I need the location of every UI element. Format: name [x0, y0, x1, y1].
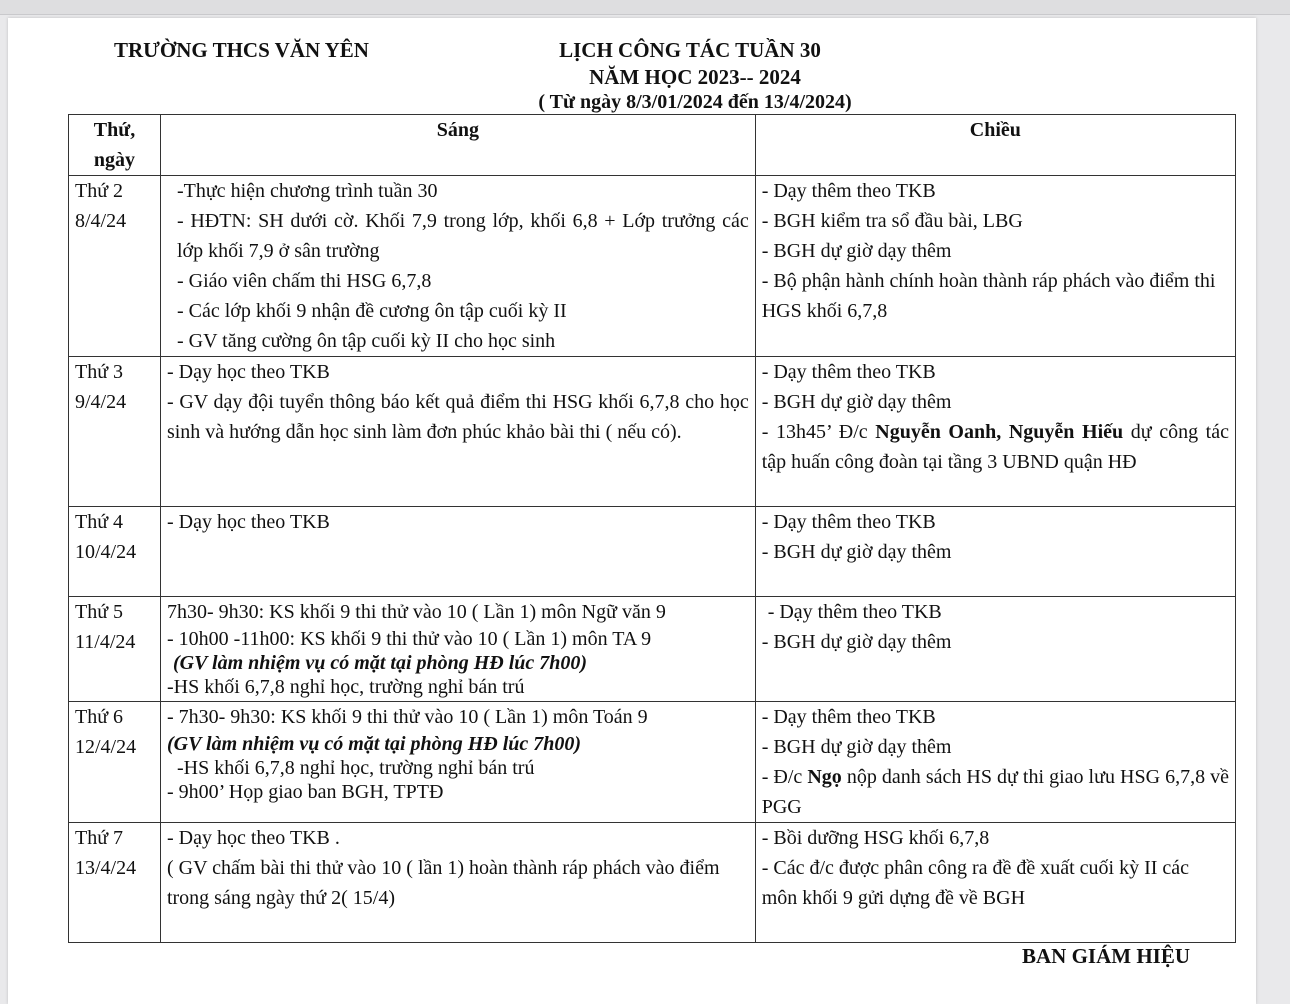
- morning-item: - Dạy học theo TKB: [166, 511, 330, 533]
- afternoon-item-rest: dự công tác tập huấn công đoàn tại tầng 3 UBND quận HĐ: [761, 421, 1229, 473]
- afternoon-item: - BGH dự giờ dạy thêm: [761, 631, 952, 653]
- afternoon-item: - Dạy thêm theo TKB: [761, 511, 936, 533]
- header-day-line1: Thứ,: [93, 119, 136, 141]
- day-name: Thứ 6: [75, 706, 124, 728]
- afternoon-cell: [755, 823, 1235, 943]
- morning-cell: [160, 357, 755, 507]
- signature-label: BAN GIÁM HIỆU: [1022, 944, 1191, 968]
- afternoon-item: - Dạy thêm theo TKB: [761, 361, 936, 383]
- afternoon-cell: [755, 357, 1235, 507]
- header-afternoon: Chiều: [755, 115, 1235, 176]
- afternoon-item: - Bồi dưỡng HSG khối 6,7,8: [761, 827, 990, 849]
- morning-item: -HS khối 6,7,8 nghỉ học, trường nghỉ bán trú: [166, 676, 525, 698]
- day-date: 12/4/24: [75, 736, 137, 758]
- table-row: [69, 597, 1236, 702]
- day-name: Thứ 2: [75, 180, 124, 202]
- school-year: NĂM HỌC 2023-- 2024: [589, 65, 801, 89]
- morning-item: 7h30- 9h30: KS khối 9 thi thử vào 10 ( Lần 1) môn Ngữ văn 9: [166, 601, 666, 623]
- morning-item: - Các lớp khối 9 nhận đề cương ôn tập cuối kỳ II: [176, 300, 567, 322]
- header-day-line2: ngày: [93, 149, 136, 171]
- morning-item: - GV tăng cường ôn tập cuối kỳ II cho học sinh: [176, 330, 556, 352]
- afternoon-item: - BGH kiểm tra sổ đầu bài, LBG: [761, 210, 1023, 232]
- day-date: 9/4/24: [75, 391, 127, 413]
- viewer-top-bar: [0, 0, 1290, 15]
- morning-item: - 7h30- 9h30: KS khối 9 thi thử vào 10 ( Lần 1) môn Toán 9: [166, 706, 648, 728]
- morning-cell: [160, 176, 755, 357]
- morning-item: - GV dạy đội tuyển thông báo kết quả điểm thi HSG khối 6,7,8 cho học sinh và hướng dẫn học sinh làm đơn phúc khảo bài thi ( nếu có).: [166, 391, 749, 443]
- day-date: 11/4/24: [75, 631, 136, 653]
- morning-cell: [160, 702, 755, 823]
- afternoon-item-prefix: - 13h45’ Đ/c: [761, 421, 876, 443]
- morning-item: - HĐTN: SH dưới cờ. Khối 7,9 trong lớp, khối 6,8 + Lớp trưởng các lớp khối 7,9 ở sân trường: [176, 210, 749, 262]
- afternoon-item: - BGH dự giờ dạy thêm: [761, 240, 952, 262]
- day-cell: [69, 176, 161, 357]
- day-date: 13/4/24: [75, 857, 137, 879]
- afternoon-item: - Dạy thêm theo TKB: [767, 601, 942, 623]
- table-row: [69, 176, 1236, 357]
- morning-cell: [160, 597, 755, 702]
- afternoon-item-rest: nộp danh sách HS dự thi giao lưu HSG 6,7,8 về PGG: [761, 766, 1229, 818]
- afternoon-item-prefix: - Đ/c: [761, 766, 808, 788]
- staff-name: Ngọ: [807, 766, 842, 788]
- afternoon-cell: [755, 702, 1235, 823]
- afternoon-cell: [755, 176, 1235, 357]
- table-row: [69, 823, 1236, 943]
- weekly-schedule-table: [68, 114, 1236, 943]
- afternoon-item: - Các đ/c được phân công ra đề đề xuất cuối kỳ II các môn khối 9 gửi dựng đề về BGH: [761, 857, 1190, 909]
- date-range: ( Từ ngày 8/3/01/2024 đến 13/4/2024): [538, 91, 852, 113]
- day-name: Thứ 3: [75, 361, 124, 383]
- header-morning: Sáng: [160, 115, 755, 176]
- afternoon-item: [762, 417, 1229, 477]
- day-name: Thứ 7: [75, 827, 124, 849]
- morning-item: ( GV chấm bài thi thử vào 10 ( lần 1) hoàn thành ráp phách vào điểm trong sáng ngày thứ 2( 15/4): [166, 857, 720, 909]
- afternoon-item: - BGH dự giờ dạy thêm: [761, 391, 952, 413]
- morning-note: (GV làm nhiệm vụ có mặt tại phòng HĐ lúc 7h00): [166, 733, 582, 755]
- morning-cell: [160, 507, 755, 597]
- day-cell: [69, 702, 161, 823]
- day-date: 10/4/24: [75, 541, 137, 563]
- morning-item: -HS khối 6,7,8 nghỉ học, trường nghỉ bán trú: [176, 757, 535, 779]
- morning-cell: [160, 823, 755, 943]
- morning-note: (GV làm nhiệm vụ có mặt tại phòng HĐ lúc 7h00): [172, 652, 588, 674]
- afternoon-item: - Dạy thêm theo TKB: [761, 180, 936, 202]
- day-cell: [69, 507, 161, 597]
- morning-item: - Dạy học theo TKB .: [166, 827, 340, 849]
- morning-item: - Dạy học theo TKB: [166, 361, 330, 383]
- day-cell: [69, 823, 161, 943]
- header-row: [69, 115, 1236, 176]
- table-row: [69, 507, 1236, 597]
- header-day: [69, 115, 161, 176]
- morning-item: - 9h00’ Họp giao ban BGH, TPTĐ: [166, 781, 444, 803]
- afternoon-item: - BGH dự giờ dạy thêm: [761, 541, 952, 563]
- staff-names: Nguyễn Oanh, Nguyễn Hiếu: [875, 421, 1124, 443]
- day-name: Thứ 4: [75, 511, 124, 533]
- morning-item: -Thực hiện chương trình tuần 30: [176, 180, 438, 202]
- schedule-title: LỊCH CÔNG TÁC TUẦN 30: [559, 38, 821, 62]
- day-date: 8/4/24: [75, 210, 127, 232]
- morning-item: - Giáo viên chấm thi HSG 6,7,8: [176, 270, 432, 292]
- day-cell: [69, 597, 161, 702]
- school-name: TRƯỜNG THCS VĂN YÊN: [114, 38, 369, 62]
- day-cell: [69, 357, 161, 507]
- table-row: [69, 702, 1236, 823]
- morning-item: - 10h00 -11h00: KS khối 9 thi thử vào 10 ( Lần 1) môn TA 9: [166, 628, 652, 650]
- table-row: [69, 357, 1236, 507]
- afternoon-cell: [755, 507, 1235, 597]
- afternoon-item: - Dạy thêm theo TKB: [761, 706, 936, 728]
- afternoon-item: - BGH dự giờ dạy thêm: [761, 736, 952, 758]
- day-name: Thứ 5: [75, 601, 124, 623]
- afternoon-item: [762, 762, 1229, 822]
- afternoon-cell: [755, 597, 1235, 702]
- afternoon-item: - Bộ phận hành chính hoàn thành ráp phách vào điểm thi HGS khối 6,7,8: [761, 270, 1216, 322]
